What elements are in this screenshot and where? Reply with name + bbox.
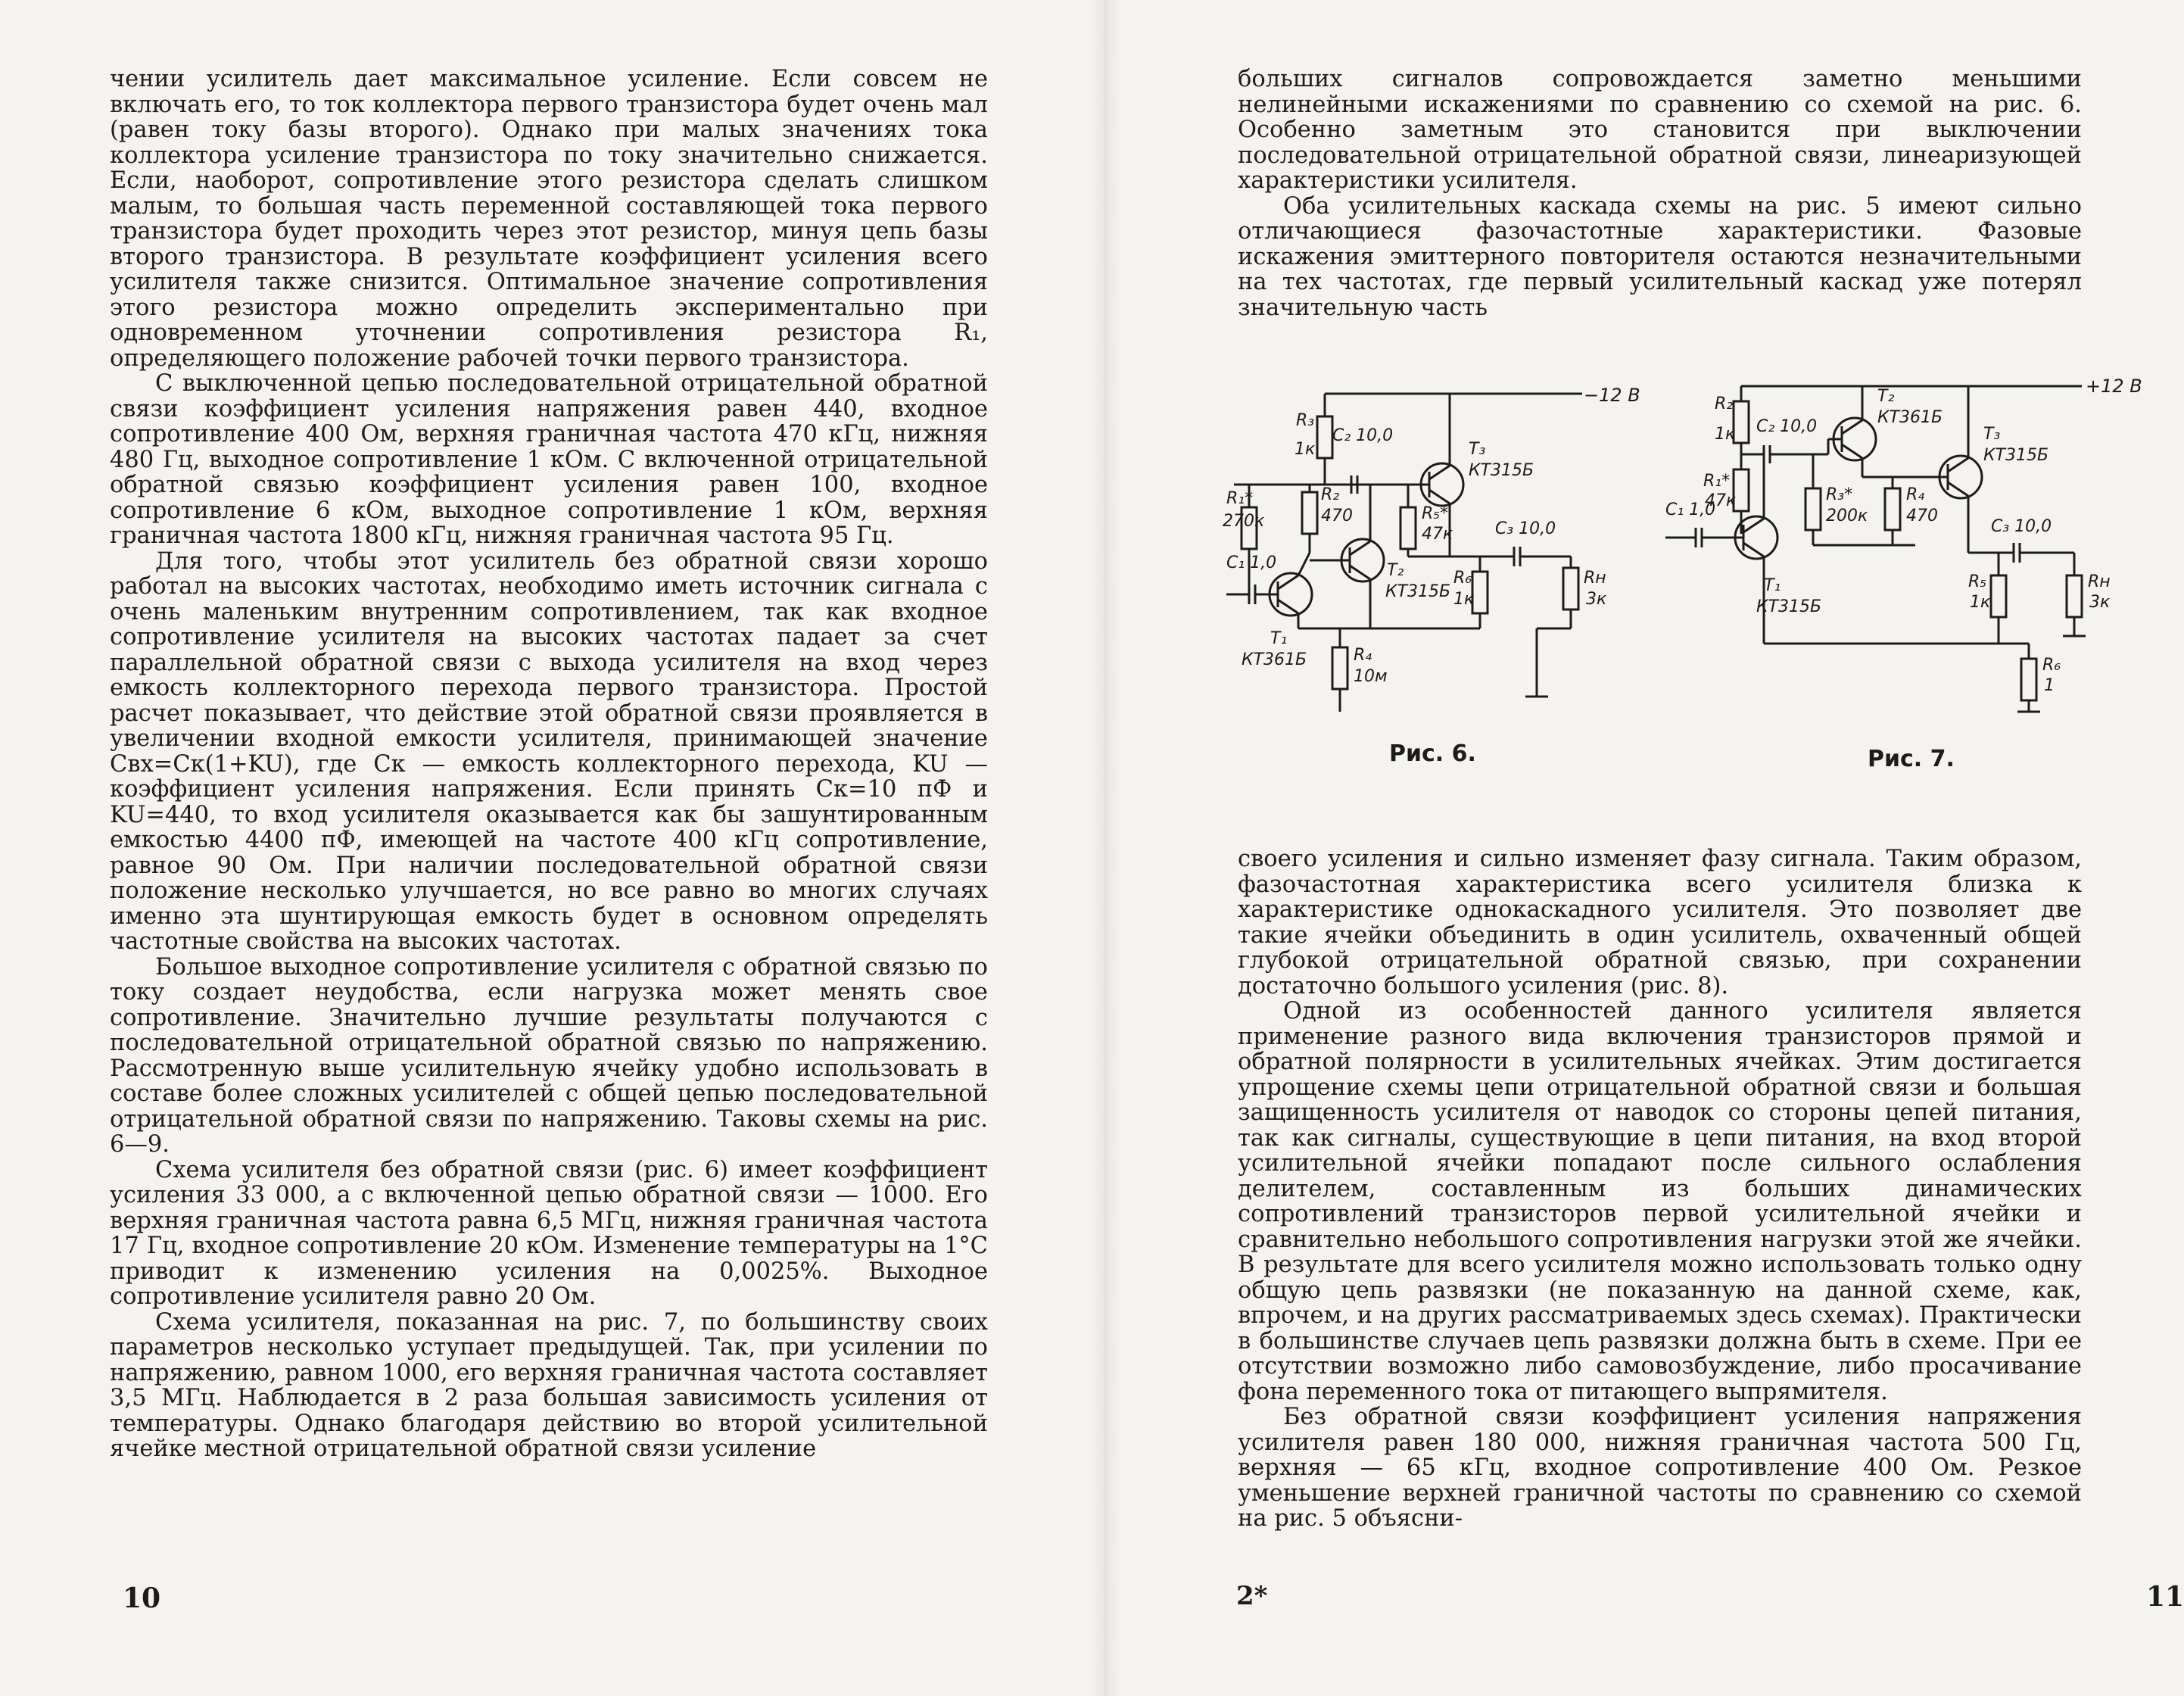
svg-text:R₁*: R₁* bbox=[1226, 489, 1254, 508]
svg-text:КТ315Б: КТ315Б bbox=[1385, 582, 1451, 601]
page-number-left: 10 bbox=[123, 1582, 161, 1614]
svg-text:C₂ 10,0: C₂ 10,0 bbox=[1756, 417, 1818, 436]
svg-text:3к: 3к bbox=[1586, 590, 1607, 609]
figure-6-schematic bbox=[1223, 379, 1640, 734]
svg-text:R₄: R₄ bbox=[1354, 646, 1372, 665]
svg-text:1: 1 bbox=[2044, 676, 2055, 695]
paragraph: Оба усилительных каскада схемы на рис. 5 имеют сильно отличающиеся фазочастотные характеристики. Фазовые искажения эмиттерного повторителя остаются незначительными на тех частотах, где первый усилительный каскад уже потерял значительную часть bbox=[1238, 192, 2082, 321]
svg-text:470: 470 bbox=[1321, 507, 1353, 525]
signature-mark: 2* bbox=[1236, 1581, 1268, 1611]
svg-text:C₁ 1,0: C₁ 1,0 bbox=[1665, 500, 1716, 519]
svg-text:КТ315Б: КТ315Б bbox=[1756, 597, 1822, 616]
svg-text:47к: 47к bbox=[1422, 525, 1453, 544]
page-number-right: 11 bbox=[2146, 1581, 2184, 1613]
svg-text:КТ361Б: КТ361Б bbox=[1877, 408, 1943, 427]
svg-text:R₆: R₆ bbox=[1453, 569, 1472, 588]
svg-text:T₂: T₂ bbox=[1387, 561, 1404, 580]
right-page bbox=[1105, 0, 2184, 1696]
svg-text:R₆: R₆ bbox=[2042, 656, 2061, 675]
svg-text:C₂ 10,0: C₂ 10,0 bbox=[1332, 426, 1394, 445]
paragraph: Без обратной связи коэффициент усиления напряжения усилителя равен 180 000, нижняя граничная частота 500 Гц, верхняя — 65 кГц, входное сопротивление 400 Ом. Резкое уменьшение верхней граничной частоты по сравнению со схемой на рис. 5 объясни- bbox=[1238, 1404, 2082, 1532]
svg-text:T₁: T₁ bbox=[1764, 576, 1781, 595]
svg-text:1к: 1к bbox=[1715, 425, 1736, 444]
paragraph: Схема усилителя без обратной связи (рис. 6) имеет коэффициент усиления 33 000, а с включенной цепью обратной связи — 1000. Его верхняя граничная частота равна 6,5 МГц, нижняя граничная частота 17 Гц, входное сопротивление 20 кОм. Изменение температуры на 1°С приводит к изменению усиления на 0,0025%. Выходное сопротивление усилителя равно 20 Ом. bbox=[110, 1156, 988, 1310]
paragraph: Большое выходное сопротивление усилителя с обратной связью по току создает неудобства, если нагрузка может менять свое сопротивление. Значительно лучшие результаты получаются с последовательной отрицательной обратной связью по напряжению. Рассмотренную выше усилительную ячейку удобно использовать в составе более сложных усилителей с общей цепью последовательной отрицательной обратной связи по напряжению. Таковы схемы на рис. 6—9. bbox=[110, 953, 988, 1158]
fig7-supply-label: +12 В bbox=[2086, 376, 2142, 397]
fig6-supply-label: −12 В bbox=[1584, 385, 1640, 406]
svg-text:T₃: T₃ bbox=[1983, 425, 2001, 444]
svg-text:КТ315Б: КТ315Б bbox=[1983, 446, 2049, 465]
paragraph: Для того, чтобы этот усилитель без обратной связи хорошо работал на высоких частотах, необходимо иметь источник сигнала с очень маленьким внутренним сопротивлением, так как входное сопротивление усилителя на высоких частотах падает за счет параллельной обратной связи с выхода усилителя на вход через емкость коллекторного перехода первого транзистора. Простой расчет показывает, что действие этой обратной связи проявляется в увеличении входной емкости усилителя, принимающей значение Cвх=Cк(1+KU), где Cк — емкость коллекторного перехода, KU — коэффициент усиления напряжения. Если принять Cк=10 пФ и KU=440, то вход усилителя оказывается как бы зашунтированным емкостью 4400 пФ, имеющей на частоте 400 кГц сопротивление, равное 90 Ом. При наличии последовательной обратной связи положение несколько улучшается, но все равно во многих случаях именно эта шунтирующая емкость будет в основном определять частотные свойства на высоких частотах. bbox=[110, 547, 988, 955]
svg-text:1к: 1к bbox=[1970, 593, 1991, 612]
svg-text:R₄: R₄ bbox=[1906, 485, 1925, 504]
paragraph: чении усилитель дает максимальное усиление. Если совсем не включать его, то ток коллектора первого транзистора будет очень мал (равен току базы второго). Однако при малых значениях тока коллектора усиление транзистора по току значительно снижается. Если, наоборот, сопротивление этого резистора сделать слишком малым, то большая часть переменной составляющей тока первого транзистора будет проходить через этот резистор, минуя цепь базы второго транзистора. В результате коэффициент усиления всего усилителя также снизится. Оптимальное значение сопротивления этого резистора можно определить экспериментально при одновременном уточнении сопротивления резистора R₁, определяющего положение рабочей точки первого транзистора. bbox=[110, 66, 988, 372]
svg-text:1к: 1к bbox=[1453, 590, 1475, 609]
svg-text:R₂: R₂ bbox=[1321, 485, 1340, 504]
figure-6-caption: Рис. 6. bbox=[1389, 740, 1476, 767]
svg-text:C₃ 10,0: C₃ 10,0 bbox=[1991, 517, 2052, 536]
svg-text:R₂: R₂ bbox=[1715, 394, 1734, 413]
svg-text:3к: 3к bbox=[2089, 593, 2111, 612]
svg-text:470: 470 bbox=[1906, 507, 1938, 525]
figure-7-caption: Рис. 7. bbox=[1868, 746, 1955, 772]
svg-text:R₅*: R₅* bbox=[1422, 504, 1449, 523]
left-page-text bbox=[110, 67, 988, 1462]
svg-text:200к: 200к bbox=[1826, 507, 1868, 525]
svg-text:C₁ 1,0: C₁ 1,0 bbox=[1226, 553, 1277, 572]
paragraph: Схема усилителя, показанная на рис. 7, по большинству своих параметров несколько уступает предыдущей. Так, при усилении по напряжению, равном 1000, его верхняя граничная частота составляет 3,5 МГц. Наблюдается в 2 раза большая зависимость усиления от температуры. Однако благодаря действию во второй усилительной ячейке местной отрицательной обратной связи усиление bbox=[110, 1308, 988, 1462]
svg-text:R₁*: R₁* bbox=[1703, 472, 1731, 491]
paragraph: своего усиления и сильно изменяет фазу сигнала. Таким образом, фазочастотная характеристика всего усилителя близка к характеристике однокаскадного усилителя. Это позволяет две такие ячейки объединить в один усилитель, охваченный общей глубокой отрицательной обратной связью, при сохранении достаточно большого усиления (рис. 8). bbox=[1238, 846, 2082, 999]
svg-text:47к: 47к bbox=[1705, 491, 1737, 510]
svg-text:T₂: T₂ bbox=[1877, 387, 1895, 406]
right-page-text-top bbox=[1238, 67, 2082, 320]
svg-text:1к: 1к bbox=[1295, 440, 1316, 459]
right-page-text-bottom bbox=[1238, 846, 2082, 1532]
svg-text:T₁: T₁ bbox=[1270, 629, 1288, 648]
figure-7-schematic bbox=[1650, 363, 2142, 734]
svg-text:Rн: Rн bbox=[1584, 569, 1606, 588]
paragraph: С выключенной цепью последовательной отрицательной обратной связи коэффициент усиления напряжения равен 440, входное сопротивление 400 Ом, верхняя граничная частота 470 кГц, нижняя 480 Гц, выходное сопротивление 1 кОм. С включенной отрицательной обратной связью коэффициент усиления равен 100, входное сопротивление 6 кОм, выходное сопротивление 1 кОм, верхняя граничная частота 1800 кГц, нижняя граничная частота 95 Гц. bbox=[110, 370, 988, 549]
svg-text:C₃ 10,0: C₃ 10,0 bbox=[1495, 519, 1556, 538]
svg-text:КТ361Б: КТ361Б bbox=[1242, 650, 1307, 669]
svg-text:КТ315Б: КТ315Б bbox=[1469, 461, 1534, 480]
svg-text:R₃*: R₃* bbox=[1826, 485, 1853, 504]
svg-text:Rн: Rн bbox=[2088, 572, 2111, 591]
svg-text:R₃: R₃ bbox=[1296, 411, 1315, 430]
paragraph: больших сигналов сопровождается заметно меньшими нелинейными искажениями по сравнению со схемой на рис. 6. Особенно заметным это становится при выключении последовательной отрицательной обратной связи, линеаризующей характеристики усилителя. bbox=[1238, 66, 2082, 194]
svg-text:10м: 10м bbox=[1354, 667, 1388, 686]
svg-text:R₅: R₅ bbox=[1968, 572, 1987, 591]
paragraph: Одной из особенностей данного усилителя является применение разного вида включения транзисторов прямой и обратной полярности в усилительных ячейках. Этим достигается упрощение схемы цепи отрицательной обратной связи и большая защищенность усилителя от наводок со стороны цепей питания, так как сигналы, существующие в цепи питания, на вход второй усилительной ячейки попадают после сильного ослабления делителем, составленным из больших динамических сопротивлений транзисторов первой усилительной ячейки и сравнительно небольшого сопротивления нагрузки этой же ячейки. В результате для всего усилителя можно использовать только одну общую цепь развязки (не показанную на данной схеме, как, впрочем, и на других рассматриваемых здесь схемах). Практически в большинстве случаев цепь развязки должна быть в схеме. При ее отсутствии возможно либо самовозбуждение, либо просачивание фона переменного тока от питающего выпрямителя. bbox=[1238, 998, 2082, 1405]
svg-text:270к: 270к bbox=[1223, 512, 1265, 531]
svg-text:T₃: T₃ bbox=[1469, 440, 1486, 459]
